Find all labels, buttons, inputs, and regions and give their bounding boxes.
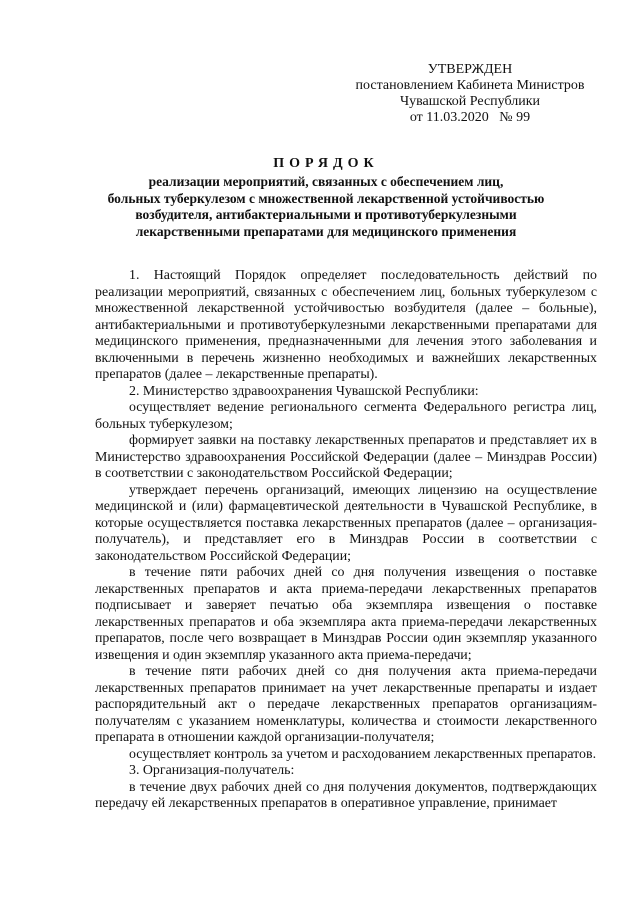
approval-date-number: от 11.03.2020 № 99 [409,110,531,125]
paragraph: в течение пяти рабочих дней со дня получения извещения о поставке лекарственных препаратов и акта приема-передачи лекарственных препаратов подписывает и заверяет печатью оба экземпляра извещения о поставке лекарственных препаратов и оба экземпляра акта приема-передачи лекарственных препаратов, после чего возвращает в Минздрав России один экземпляр указанного извещения и один экземпляр указанного акта приема-передачи; [95,565,597,663]
paragraph: осуществляет контроль за учетом и расходованием лекарственных препаратов. [129,746,597,762]
document-body [95,268,597,813]
approval-region: Чувашской Республики [399,94,541,109]
paragraph: 2. Министерство здравоохранения Чувашской Республики: [129,383,479,399]
subtitle-line: больных туберкулезом с множественной лекарственной устойчивостью [107,190,545,206]
paragraph: формирует заявки на поставку лекарственных препаратов и представляет их в Министерство здравоохранения Российской Федерации (далее – Минздрав России) в соответствии с законодательством Российской Федерации; [95,433,597,481]
approval-heading: УТВЕРЖДЕН [427,62,513,77]
paragraph: утверждает перечень организаций, имеющих лицензию на осуществление медицинской и (или) фармацевтической деятельности в Чувашской Республике, в которые осуществляется поставка лекарственных препаратов (далее – организация-получатель), и представляет его в Минздрав России в соответствии с законодательством Российской Федерации; [95,482,597,564]
subtitle-line: лекарственными препаратами для медицинского применения [135,223,517,239]
document-title: ПОРЯДОК [273,156,379,171]
approval-stamp [350,62,590,126]
subtitle-line: возбудителя, антибактериальными и противотуберкулезными [135,207,517,222]
paragraph: 1. Настоящий Порядок определяет последовательность действий по реализации мероприятий, связанных с обеспечением лиц, больных туберкулезом с множественной лекарственной устойчивостью возбудителя (далее – больные), антибактериальными и противотуберкулезными лекарственными препаратами для медицинского применения, предназначенными для лечения этого заболевания и включенными в перечень жизненно необходимых и важнейших лекарственных препаратов (далее – лекарственные препараты). [95,268,597,382]
approval-authority: постановлением Кабинета Министров [355,78,585,93]
paragraph: осуществляет ведение регионального сегмента Федерального регистра лиц, больных туберкулезом; [95,400,597,432]
paragraph: 3. Организация-получатель: [129,763,295,778]
document-subtitle [96,174,556,240]
paragraph: в течение двух рабочих дней со дня получения документов, подтверждающих передачу ей лекарственных препаратов в оперативное управление, принимает [95,779,597,811]
paragraph: в течение пяти рабочих дней со дня получения акта приема-передачи лекарственных препаратов принимает на учет лекарственные препараты и издает распорядительный акт о передаче лекарственных препаратов организациям-получателям с указанием номенклатуры, количества и стоимости лекарственного препарата в отношении каждой организации-получателя; [95,664,597,745]
subtitle-line: реализации мероприятий, связанных с обеспечением лиц, [148,174,504,189]
